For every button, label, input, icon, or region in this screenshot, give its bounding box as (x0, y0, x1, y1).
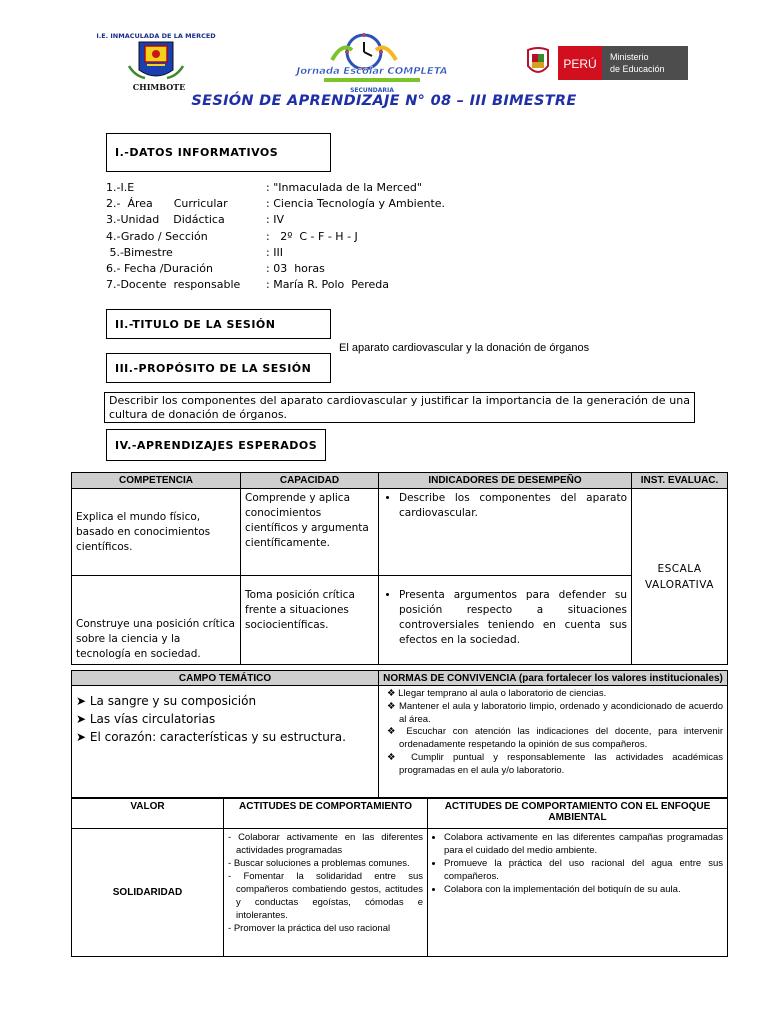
session-title: El aparato cardiovascular y la donación de órganos (339, 342, 590, 354)
list-item: - Fomentar la solidaridad entre sus compañeros combatiendo gestos, actitudes y conductas egoístas, cómodas e intolerantes. (228, 871, 423, 921)
info-label: 7.-Docente responsable (106, 278, 241, 291)
info-value: : IV (266, 213, 284, 226)
arrow-bullet-icon: ➤ (76, 730, 90, 744)
actitudes-ambiental-cell (428, 829, 728, 957)
list-item: ❖ Cumplir puntual y responsablemente las actividades académicas programadas en el aula y/o laboratorio. (387, 751, 724, 776)
list-item: ➤ Las vías circulatorias (76, 712, 216, 726)
table-header: CAMPO TEMÁTICO (72, 671, 379, 686)
info-label: 3.-Unidad Didáctica (106, 213, 225, 226)
indicador-cell (379, 489, 632, 576)
info-value: : Ciencia Tecnología y Ambiente. (266, 197, 446, 210)
arrow-bullet-icon: ➤ (76, 694, 90, 708)
instrumento-line1: ESCALA (657, 562, 702, 575)
table-header: NORMAS DE CONVIVENCIA (para fortalecer los valores institucionales) (379, 671, 728, 686)
list-item: ➤ El corazón: características y su estructura. (76, 730, 346, 744)
jec-logo-sub: SECUNDARIA (350, 87, 394, 94)
info-label: 2.- Área Curricular (106, 197, 228, 210)
list-item: ❖ Escuchar con atención las indicaciones del docente, para intervenir ordenadamente respetando la opinión de sus compañeros. (387, 726, 723, 751)
campo-tematico-cell (72, 686, 379, 798)
table-header: COMPETENCIA (72, 473, 241, 489)
table-header: INST. EVALUAC. (632, 473, 728, 489)
competencia-cell: Explica el mundo físico, basado en conocimientos científicos. (72, 489, 241, 576)
valor-cell: SOLIDARIDAD (72, 829, 224, 957)
indicador-item: • Presenta argumentos para defender su posición respecto a situaciones controversiales teniendo en cuenta sus efectos en la sociedad. (399, 588, 627, 648)
diamond-bullet-icon: ❖ (387, 688, 399, 699)
school-logo-text: I.E. INMACULADA DE LA MERCED (96, 32, 216, 40)
info-label: 6.- Fecha /Duración (106, 262, 213, 275)
list-item: • Promueve la práctica del uso racional del agua entre sus compañeros. (444, 857, 723, 883)
info-value: : 2º C - F - H - J (266, 230, 358, 243)
list-item: ➤ La sangre y su composición (76, 694, 257, 708)
peru-label: PERÚ (563, 57, 597, 71)
info-value: : 03 horas (266, 262, 325, 275)
section-aprendizajes: IV.-APRENDIZAJES ESPERADOS (106, 429, 326, 461)
page-title: SESIÓN DE APRENDIZAJE N° 08 – III BIMESTRE (191, 93, 577, 109)
info-label: 5.-Bimestre (106, 246, 173, 259)
info-value: : María R. Polo Pereda (266, 278, 390, 291)
capacidad-cell: Toma posición crítica frente a situaciones sociocientíficas. (241, 576, 379, 665)
info-label: 1.-I.E (106, 181, 135, 194)
competencias-table (71, 472, 728, 665)
ministry-line1: Ministerio (610, 52, 649, 62)
instrumento-line2: VALORATIVA (645, 578, 714, 591)
arrow-bullet-icon: ➤ (76, 712, 90, 726)
diamond-bullet-icon: ❖ (387, 751, 412, 763)
school-city: CHIMBOTE (132, 82, 186, 92)
actitudes-cell (224, 829, 428, 957)
purpose-text: Describir los componentes del aparato cardiovascular y justificar la importancia de la generación de una cultura de donación de órganos. (104, 392, 695, 423)
section-titulo: II.-TITULO DE LA SESIÓN (106, 309, 331, 339)
indicador-item: • Describe los componentes del aparato cardiovascular. (399, 491, 627, 521)
list-item: ❖ Llegar temprano al aula o laboratorio de ciencias. (387, 688, 607, 699)
indicador-cell (379, 576, 632, 665)
section-datos-informativos: I.-DATOS INFORMATIVOS (106, 133, 331, 172)
instrumento-cell (632, 489, 728, 665)
diamond-bullet-icon: ❖ (387, 700, 399, 712)
table-header: INDICADORES DE DESEMPEÑO (379, 473, 632, 489)
table-header: CAPACIDAD (241, 473, 379, 489)
campo-normas-table (71, 670, 728, 798)
valores-table (71, 798, 728, 957)
table-header: VALOR (72, 799, 224, 829)
list-item: - Colaborar activamente en las diferentes actividades programadas (228, 832, 423, 856)
list-item: • Colabora activamente en las diferentes campañas programadas para el cuidado del medio ambiente. (444, 831, 723, 857)
table-header: ACTITUDES DE COMPORTAMIENTO (224, 799, 428, 829)
info-label: 4.-Grado / Sección (106, 230, 208, 243)
list-item: • Colabora con la implementación del botiquín de su aula. (444, 883, 723, 896)
jec-logo-text: Jornada Escolar COMPLETA (296, 66, 448, 77)
section-proposito: III.-PROPÓSITO DE LA SESIÓN (106, 353, 331, 383)
ministry-line2: de Educación (610, 64, 665, 74)
minedu-logo (520, 44, 688, 82)
list-item: - Buscar soluciones a problemas comunes. (228, 858, 410, 869)
diamond-bullet-icon: ❖ (387, 726, 407, 738)
jec-logo (292, 30, 452, 100)
competencia-cell: Construye una posición crítica sobre la ciencia y la tecnología en sociedad. (72, 576, 241, 665)
list-item: ❖ Mantener el aula y laboratorio limpio, ordenado y acondicionado de acuerdo al área. (387, 700, 724, 725)
list-item: - Promover la práctica del uso racional (228, 923, 391, 934)
normas-cell (379, 686, 728, 798)
info-value: : "Inmaculada de la Merced" (266, 181, 422, 194)
table-header: ACTITUDES DE COMPORTAMIENTO CON EL ENFOQUE AMBIENTAL (428, 799, 728, 829)
capacidad-cell: Comprende y aplica conocimientos científicos y argumenta científicamente. (241, 489, 379, 576)
school-logo (96, 28, 216, 94)
info-value: : III (266, 246, 283, 259)
